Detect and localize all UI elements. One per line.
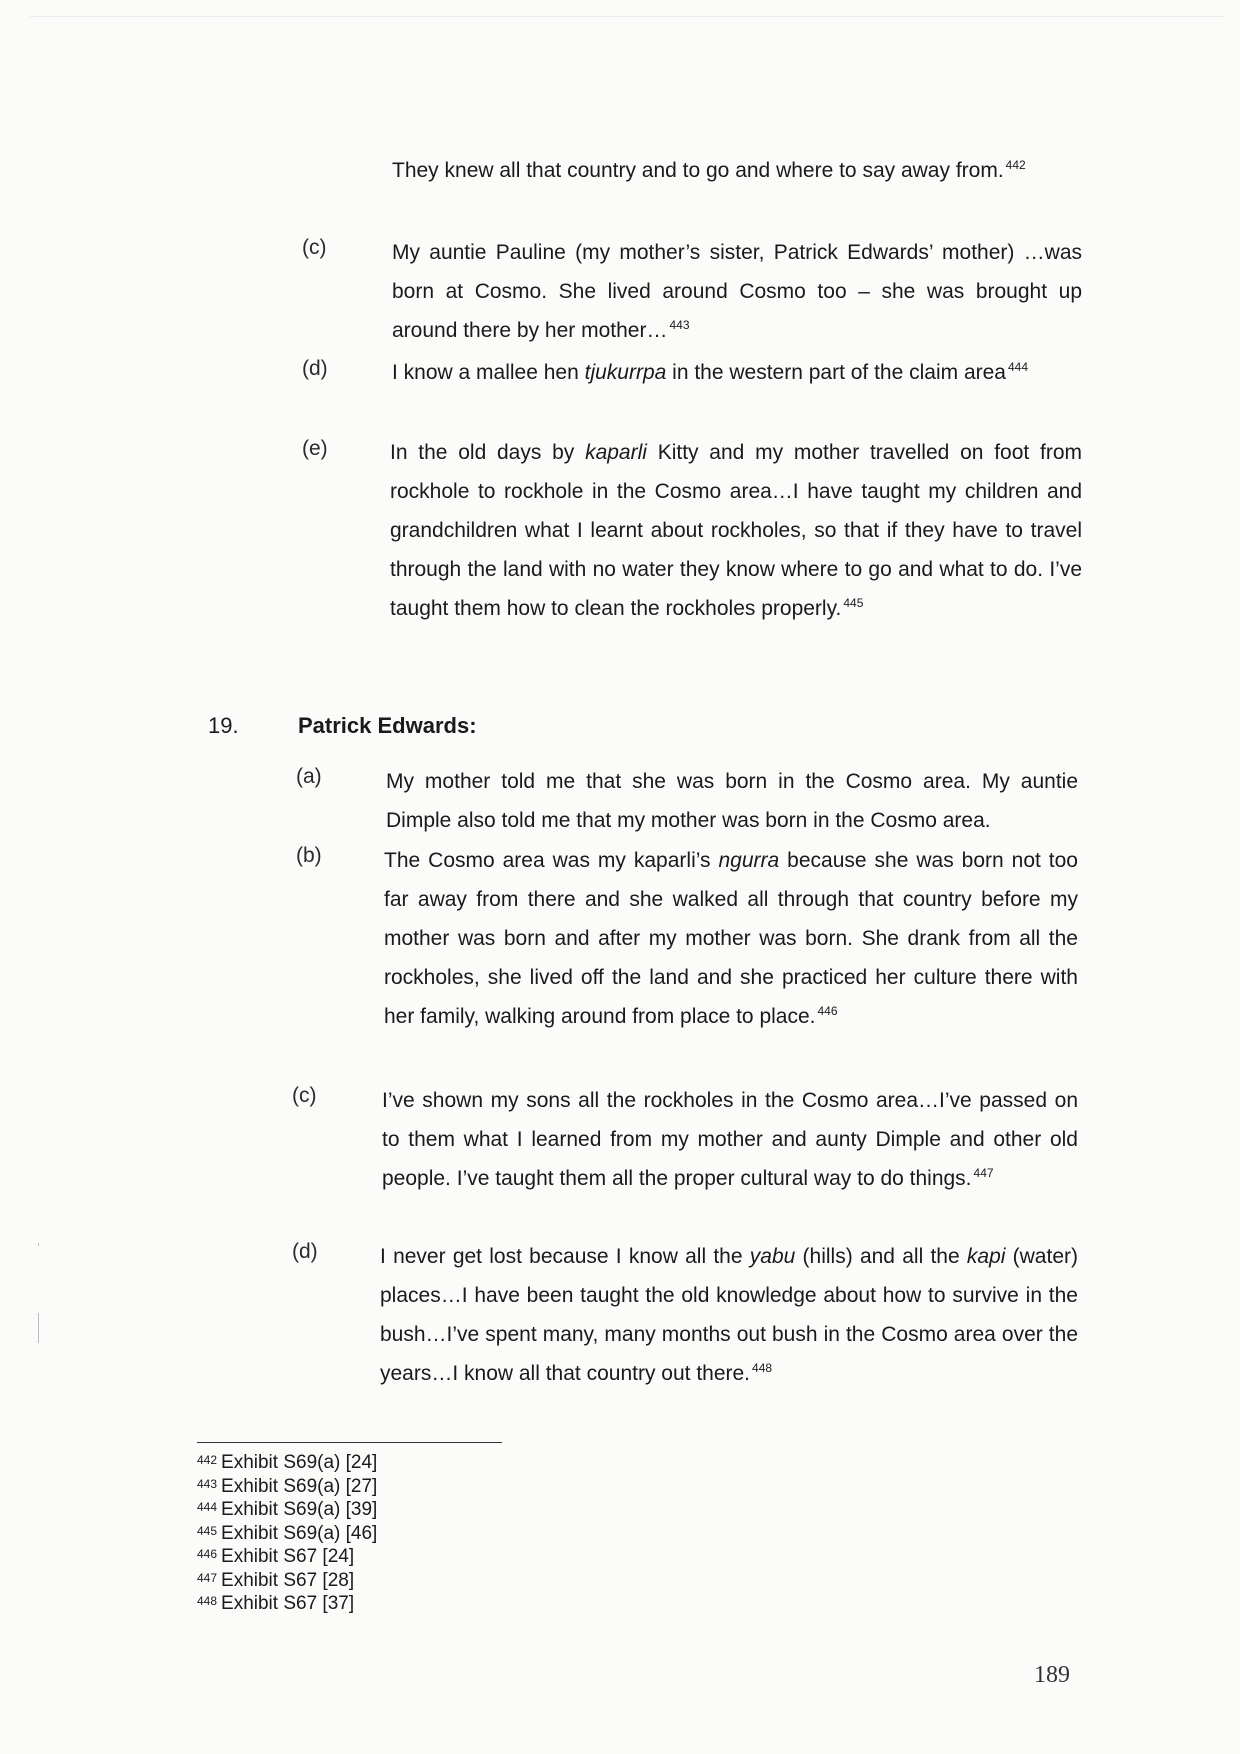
scan-margin-mark (38, 1243, 39, 1246)
footnote-entry (197, 1569, 377, 1593)
scan-margin-mark (38, 1313, 39, 1343)
continuation-paragraph: They knew all that country and to go and where to say away from. $^{442}$ (392, 158, 1026, 182)
text-run: I know a mallee hen (392, 361, 585, 384)
footnote-number: 443 (197, 1476, 218, 1491)
footnote-text: Exhibit S69(a) [39] (221, 1499, 378, 1520)
text-run: (hills) and all the (795, 1245, 967, 1268)
italic-term: yabu (749, 1245, 796, 1268)
item-label: (c) (292, 1084, 317, 1107)
item-paragraph (384, 841, 1078, 1036)
item-label: (a) (296, 765, 322, 788)
section-number: 19. (208, 713, 239, 738)
footnote-text: Exhibit S69(a) [24] (221, 1452, 378, 1473)
footnote-ref: 447 (973, 1166, 994, 1180)
footnote-number: 448 (197, 1594, 218, 1608)
text-run: My auntie Pauline (my mother’s sister, Patrick Edwards’ mother) …was born at Cosmo. She lived around Cosmo too – she was brought up around there by her mother… (392, 241, 1082, 342)
footnotes (197, 1451, 377, 1616)
footnote-entry (197, 1592, 377, 1616)
footnote-entry (197, 1545, 377, 1569)
text-run: My mother told me that she was born in the Cosmo area. My auntie Dimple also told me that my mother was born in the Cosmo area. (386, 770, 1078, 832)
section-heading: Patrick Edwards: (298, 713, 477, 738)
footnote-entry (197, 1451, 377, 1475)
item-label: (e) (302, 437, 328, 460)
page-number: 189 (1034, 1662, 1070, 1688)
italic-term: ngurra (718, 849, 780, 872)
footnote-entry (197, 1498, 377, 1522)
footnote-entry (197, 1522, 377, 1546)
item-label: (d) (302, 357, 328, 380)
item-label: (b) (296, 844, 322, 867)
text-run: The Cosmo area was my kaparli’s (384, 849, 719, 872)
text-run: (water) places…I have been taught the old knowledge about how to survive in the bush…I’ve spent many, many months out bush in the Cosmo area over the years…I know all that country out there. (380, 1245, 1078, 1385)
text-run: in the western part of the claim area (666, 361, 1006, 384)
footnote-number: 444 (197, 1500, 218, 1514)
item-paragraph (390, 433, 1082, 628)
item-label: (d) (292, 1240, 318, 1263)
footnote-ref: 444 (1007, 360, 1029, 374)
footnote-ref: 445 (843, 596, 864, 610)
footnote-entry (197, 1475, 377, 1499)
text-run: Kitty and my mother travelled on foot from rockhole to rockhole in the Cosmo area…I have taught my children and grandchildren what I learnt about rockholes, so that if they have to travel through the land with no water they know where to go and what to do. I’ve taught them how to clean the rockholes properly. (390, 441, 1082, 620)
italic-term: kapi (966, 1245, 1006, 1268)
scan-top-edge (30, 16, 1225, 17)
footnote-separator (197, 1442, 502, 1443)
footnote-text: Exhibit S69(a) [46] (221, 1522, 378, 1544)
footnote-number: 442 (197, 1453, 218, 1467)
item-paragraph (386, 762, 1078, 840)
text-run: because she was born not too far away from there and she walked all through that country before my mother was born and after my mother was born. She drank from all the rockholes, she lived off the land and she practiced her culture there with her family, walking around from place to place. (384, 849, 1078, 1028)
text-run: I never get lost because I know all the (380, 1245, 750, 1268)
item-paragraph (392, 353, 1082, 392)
footnote-number: 447 (197, 1570, 218, 1585)
footnote-text: Exhibit S69(a) [27] (221, 1475, 378, 1497)
item-paragraph (392, 233, 1082, 350)
text-run: In the old days by (390, 441, 586, 464)
item-paragraph (382, 1081, 1078, 1198)
footnote-ref: 446 (817, 1004, 838, 1018)
italic-term: kaparli (585, 441, 647, 464)
footnote-text: Exhibit S67 [28] (221, 1569, 355, 1591)
footnote-text: Exhibit S67 [37] (221, 1593, 355, 1614)
text-run: I’ve shown my sons all the rockholes in the Cosmo area…I’ve passed on to them what I learned from my mother and aunty Dimple and other old people. I’ve taught them all the proper cultural way to do things. (382, 1089, 1078, 1190)
italic-term: tjukurrpa (584, 361, 667, 384)
item-label: (c) (302, 236, 327, 259)
footnote-ref: 448 (752, 1361, 773, 1375)
footnote-ref: 442 (1005, 158, 1026, 172)
item-paragraph (380, 1237, 1078, 1393)
footnote-text: Exhibit S67 [24] (221, 1546, 355, 1567)
footnote-ref: 443 (669, 318, 690, 332)
footnote-number: 446 (197, 1547, 218, 1561)
footnote-number: 445 (197, 1523, 218, 1538)
